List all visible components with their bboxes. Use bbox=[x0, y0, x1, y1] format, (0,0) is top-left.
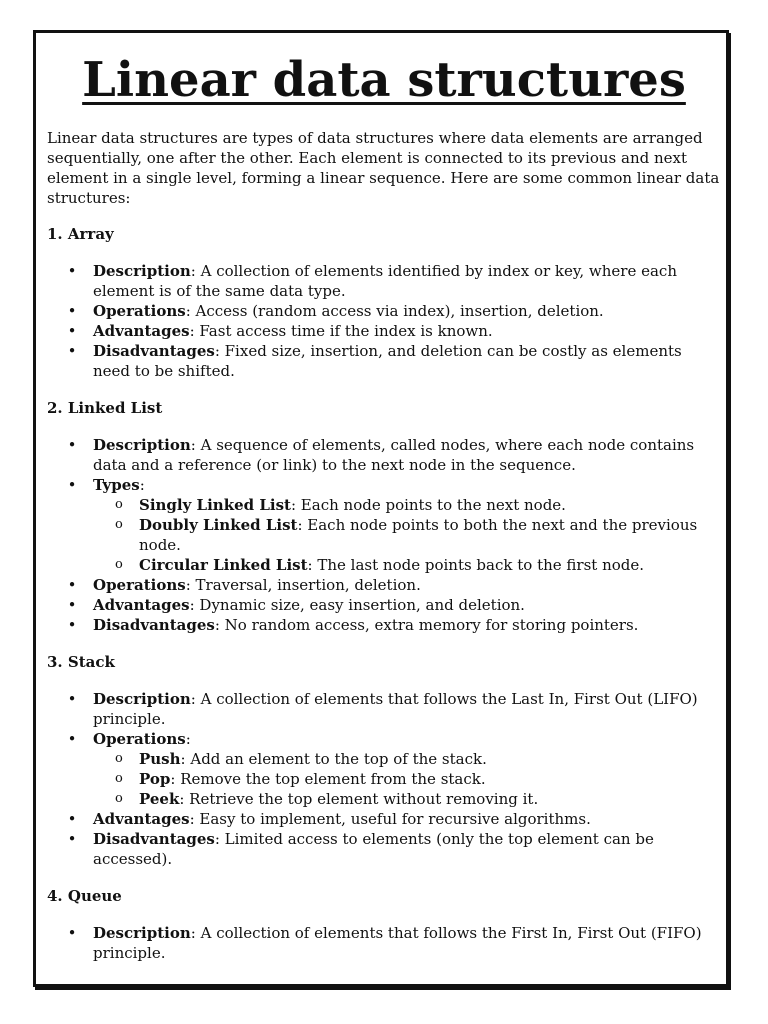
item-label: Disadvantages bbox=[93, 342, 215, 360]
list-item bbox=[47, 615, 723, 635]
list-item bbox=[47, 595, 723, 615]
list-item bbox=[47, 923, 723, 963]
list-item bbox=[47, 261, 723, 301]
bullet-icon: • bbox=[67, 730, 77, 748]
item-text: : Traversal, insertion, deletion. bbox=[185, 576, 421, 594]
list-item bbox=[47, 575, 723, 595]
bullet-icon: • bbox=[67, 262, 77, 280]
item-text: : bbox=[185, 730, 191, 748]
sub-list bbox=[93, 495, 723, 575]
sub-list-item bbox=[93, 555, 723, 575]
item-text: : A sequence of elements, called nodes, where each node contains data and a reference (or link) to the next node in the sequence. bbox=[93, 436, 695, 474]
bullet-icon: • bbox=[67, 616, 77, 634]
item-text: : bbox=[139, 476, 145, 494]
bullet-list bbox=[47, 435, 723, 635]
item-text: : A collection of elements that follows the Last In, First Out (LIFO) principle. bbox=[93, 690, 698, 728]
subitem-label: Circular Linked List bbox=[139, 556, 308, 574]
list-item bbox=[47, 321, 723, 341]
item-text: : Access (random access via index), insertion, deletion. bbox=[185, 302, 604, 320]
section-queue bbox=[47, 886, 723, 963]
bullet-list bbox=[47, 689, 723, 869]
item-label: Types bbox=[93, 476, 140, 494]
subitem-text: : Remove the top element from the stack. bbox=[170, 770, 486, 788]
circle-bullet-icon: o bbox=[115, 557, 123, 572]
subitem-label: Doubly Linked List bbox=[139, 516, 298, 534]
section-heading: 2. Linked List bbox=[47, 399, 163, 417]
section-heading: 4. Queue bbox=[47, 887, 122, 905]
subitem-text: : Retrieve the top element without removing it. bbox=[179, 790, 539, 808]
sub-list-item bbox=[93, 749, 723, 769]
bullet-icon: • bbox=[67, 342, 77, 360]
item-label: Advantages bbox=[93, 596, 190, 614]
subitem-label: Peek bbox=[139, 790, 180, 808]
list-item bbox=[47, 475, 723, 575]
bullet-icon: • bbox=[67, 436, 77, 454]
sub-list-item bbox=[93, 769, 723, 789]
item-label: Advantages bbox=[93, 322, 190, 340]
list-item bbox=[47, 301, 723, 321]
bullet-list bbox=[47, 923, 723, 963]
item-text: : No random access, extra memory for storing pointers. bbox=[214, 616, 639, 634]
bullet-icon: • bbox=[67, 810, 77, 828]
item-text: : Fast access time if the index is known. bbox=[189, 322, 493, 340]
circle-bullet-icon: o bbox=[115, 751, 123, 766]
circle-bullet-icon: o bbox=[115, 497, 123, 512]
item-text: : Fixed size, insertion, and deletion can be costly as elements need to be shifted. bbox=[93, 342, 682, 380]
list-item bbox=[47, 341, 723, 381]
bullet-icon: • bbox=[67, 596, 77, 614]
list-item bbox=[47, 689, 723, 729]
item-label: Disadvantages bbox=[93, 830, 215, 848]
section-heading: 3. Stack bbox=[47, 653, 115, 671]
subitem-text: : The last node points back to the first node. bbox=[307, 556, 645, 574]
list-item bbox=[47, 435, 723, 475]
circle-bullet-icon: o bbox=[115, 517, 123, 532]
sub-list bbox=[93, 749, 723, 809]
list-item bbox=[47, 729, 723, 809]
list-item bbox=[47, 829, 723, 869]
bullet-icon: • bbox=[67, 576, 77, 594]
item-text: : Dynamic size, easy insertion, and deletion. bbox=[189, 596, 525, 614]
list-item bbox=[47, 809, 723, 829]
subitem-text: : Each node points to the next node. bbox=[290, 496, 566, 514]
subitem-label: Push bbox=[139, 750, 181, 768]
circle-bullet-icon: o bbox=[115, 791, 123, 806]
section-stack bbox=[47, 652, 723, 869]
bullet-icon: • bbox=[67, 476, 77, 494]
sub-list-item bbox=[93, 789, 723, 809]
item-label: Advantages bbox=[93, 810, 190, 828]
bullet-icon: • bbox=[67, 322, 77, 340]
item-label: Operations bbox=[93, 576, 186, 594]
bullet-list bbox=[47, 261, 723, 381]
item-label: Description bbox=[93, 262, 191, 280]
item-label: Operations bbox=[93, 730, 186, 748]
subitem-label: Pop bbox=[139, 770, 171, 788]
circle-bullet-icon: o bbox=[115, 771, 123, 786]
item-label: Description bbox=[93, 690, 191, 708]
subitem-text: : Add an element to the top of the stack. bbox=[180, 750, 487, 768]
section-linked-list bbox=[47, 398, 723, 635]
sub-list-item bbox=[93, 495, 723, 515]
item-label: Disadvantages bbox=[93, 616, 215, 634]
page-title: Linear data structures bbox=[82, 52, 686, 108]
item-text: : A collection of elements that follows the First In, First Out (FIFO) principle. bbox=[93, 924, 702, 962]
sub-list-item bbox=[93, 515, 723, 555]
item-text: : Easy to implement, useful for recursive algorithms. bbox=[189, 810, 591, 828]
item-label: Description bbox=[93, 436, 191, 454]
bullet-icon: • bbox=[67, 924, 77, 942]
section-array bbox=[47, 224, 723, 381]
intro-paragraph: Linear data structures are types of data structures where data elements are arranged sequentially, one after the other. Each element is connected to its previous and next element in a single level, forming a linear sequence. Here are some common linear data structures: bbox=[47, 129, 720, 207]
section-heading: 1. Array bbox=[47, 225, 114, 243]
bullet-icon: • bbox=[67, 302, 77, 320]
item-label: Description bbox=[93, 924, 191, 942]
subitem-label: Singly Linked List bbox=[139, 496, 291, 514]
item-text: : A collection of elements identified by index or key, where each element is of the same data type. bbox=[93, 262, 677, 300]
bullet-icon: • bbox=[67, 690, 77, 708]
item-text: : Limited access to elements (only the top element can be accessed). bbox=[93, 830, 654, 868]
bullet-icon: • bbox=[67, 830, 77, 848]
document-body bbox=[47, 128, 723, 980]
subitem-text: : Each node points to both the next and the previous node. bbox=[139, 516, 698, 554]
item-label: Operations bbox=[93, 302, 186, 320]
